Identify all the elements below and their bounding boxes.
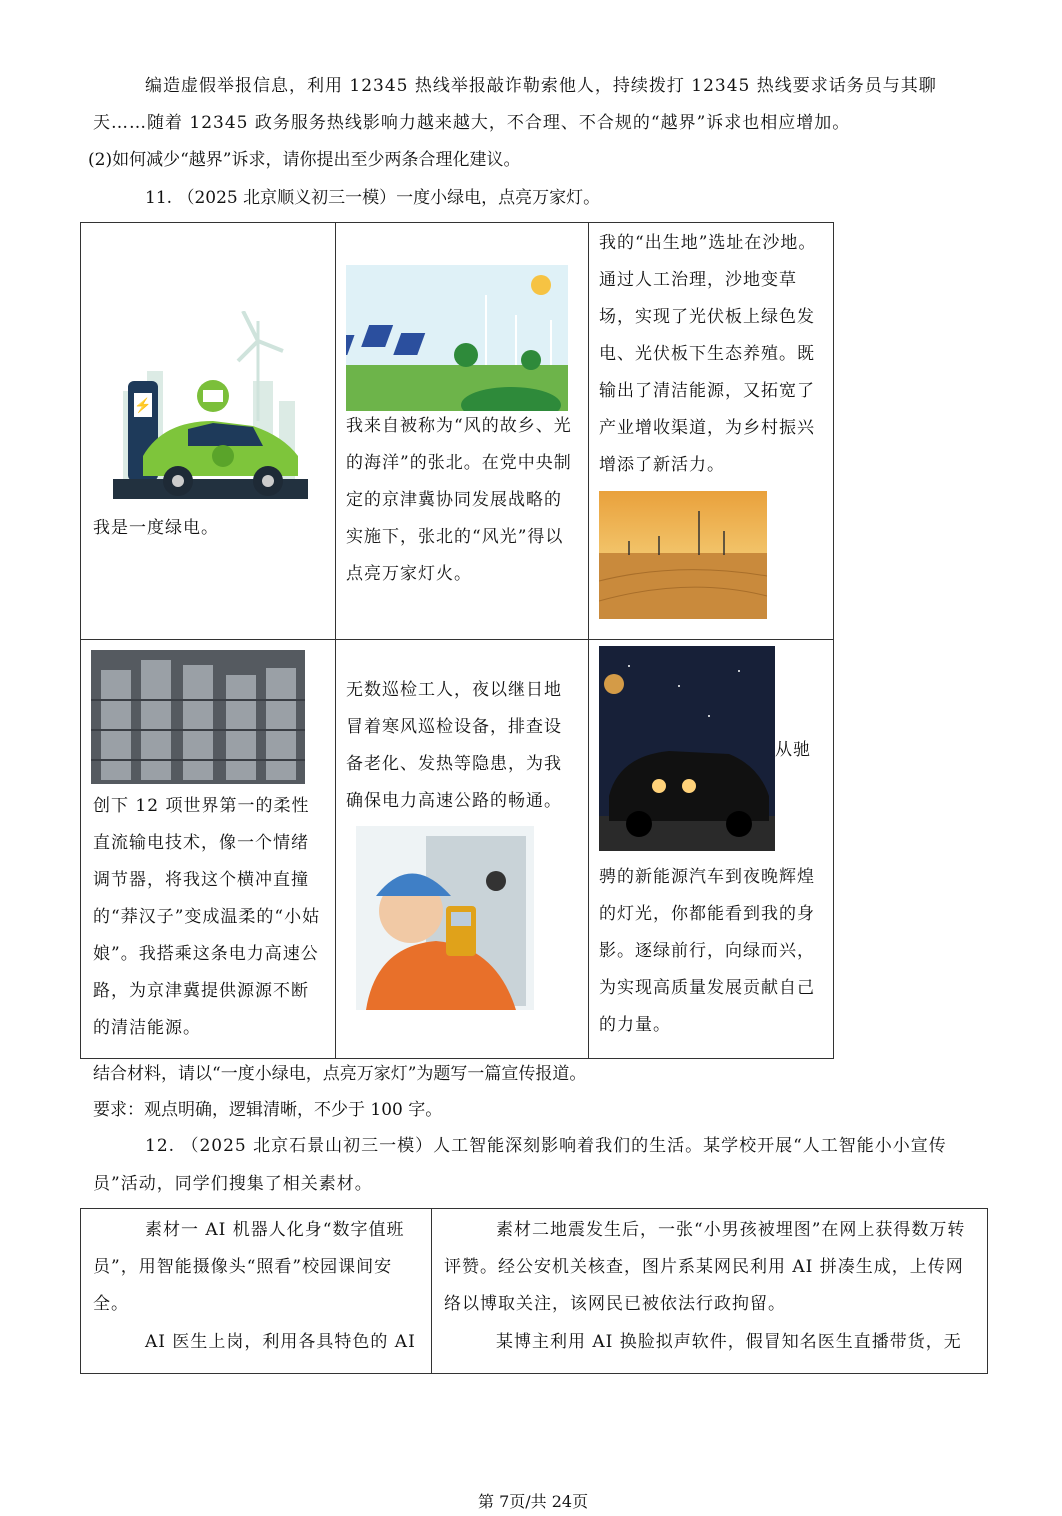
q12-left-cell	[81, 1209, 432, 1374]
page-number: 第 7页/共 24页	[478, 1492, 589, 1511]
cell2-text: 我来自被称为“风的故乡、光的海洋”的张北。在党中央制定的京津冀协同发展战略的实施下，张北的“风光”得以点亮万家灯火。	[346, 416, 572, 584]
desert-wind-photo	[599, 491, 767, 619]
intro-line-1: 编造虚假举报信息，利用 12345 热线举报敲诈勒索他人，持续拨打 12345 热线要求话务员与其聊	[145, 76, 937, 96]
q11-task: 结合材料，请以“一度小绿电，点亮万家灯”为题写一篇宣传报道。	[93, 1064, 587, 1084]
cell-transmission	[81, 640, 336, 1059]
cell6-text-a: 从驰	[775, 740, 811, 760]
cell3-text: 我的“出生地”选址在沙地。通过人工治理，沙地变草场，实现了光伏板上绿色发电、光伏板下生态养殖。既输出了清洁能源，又拓宽了产业增收渠道，为乡村振兴增添了新活力。	[599, 233, 817, 475]
question-12-heading-2: 员”活动，同学们搜集了相关素材。	[93, 1174, 373, 1194]
q11-material-table	[80, 222, 834, 1059]
intro-line-2: 天……随着 12345 政务服务热线影响力越来越大，不合理、不合规的“越界”诉求也相应增加。	[93, 113, 851, 133]
q11-requirement: 要求：观点明确，逻辑清晰，不少于 100 字。	[93, 1100, 443, 1120]
night-car-photo	[599, 646, 775, 851]
cell4-text: 创下 12 项世界第一的柔性直流输电技术，像一个情绪调节器，将我这个横冲直撞的“莽汉子”变成温柔的“小姑娘”。我搭乘这条电力高速公路，为京津冀提供源源不断的清洁能源。	[93, 796, 321, 1038]
q12-material-table	[80, 1208, 988, 1374]
cell-desert	[589, 223, 834, 640]
question-12-heading-1: 12. （2025 北京石景山初三一模）人工智能深刻影响着我们的生活。某学校开展“人工智能小小宣传	[145, 1136, 947, 1156]
worker-illustration	[356, 826, 534, 1010]
q12-right-text: 素材二地震发生后，一张“小男孩被埋图”在网上获得数万转评赞。经公安机关核查，图片系某网民利用 AI 拼凑生成，上传网络以博取关注，该网民已被依法行政拘留。	[444, 1220, 966, 1314]
wind-solar-illustration	[346, 265, 568, 411]
svg-text:⚡: ⚡	[134, 398, 152, 414]
converter-station-photo	[91, 650, 305, 784]
q12-right-text-2: 某博主利用 AI 换脸拟声软件，假冒知名医生直播带货，无	[496, 1332, 962, 1352]
question-11-heading: 11. （2025 北京顺义初三一模）一度小绿电，点亮万家灯。	[145, 188, 601, 208]
cell-zhangbei	[336, 223, 589, 640]
question-2: (2)如何减少“越界”诉求，请你提出至少两条合理化建议。	[88, 150, 521, 170]
cell-inspectors	[336, 640, 589, 1059]
q12-left-text: 素材一 AI 机器人化身“数字值班员”，用智能摄像头“照看”校园课间安全。	[93, 1220, 405, 1314]
cell-green-power	[81, 223, 336, 640]
q12-left-text-2: AI 医生上岗，利用各具特色的 AI	[145, 1332, 416, 1352]
cell1-text: 我是一度绿电。	[93, 518, 219, 538]
cell5-text: 无数巡检工人，夜以继日地冒着寒风巡检设备，排查设备老化、发热等隐患，为我确保电力高速公路的畅通。	[346, 680, 562, 811]
cell-nev	[589, 640, 834, 1059]
green-car-illustration	[103, 311, 313, 511]
q12-right-cell	[432, 1209, 988, 1374]
cell6-text-b: 骋的新能源汽车到夜晚辉煌的灯光，你都能看到我的身影。逐绿前行，向绿而兴，为实现高质量发展贡献自己的力量。	[599, 867, 815, 1035]
